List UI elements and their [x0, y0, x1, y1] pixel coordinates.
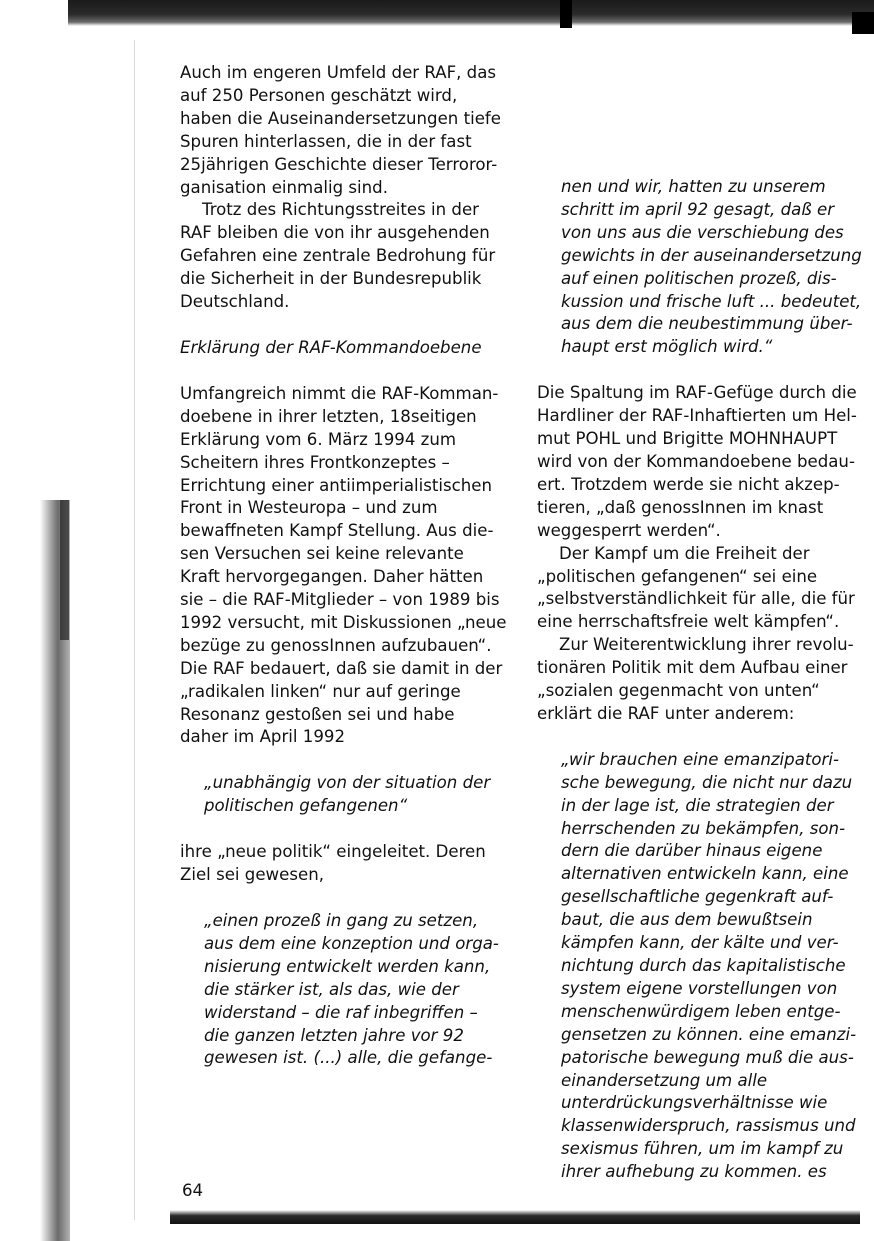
scan-notch: [560, 0, 572, 28]
spacer: [180, 818, 525, 841]
paragraph-neue-politik: [180, 841, 525, 887]
text-line: Spuren hinterlassen, die in der fast: [180, 131, 472, 151]
text-line: Der Kampf um die Freiheit der: [559, 543, 810, 563]
left-column: [180, 62, 525, 1070]
text-line: „selbstverständlichkeit für alle, die für: [537, 589, 855, 609]
text-line: haupt erst möglich wird.“: [561, 337, 773, 357]
paragraph-freiheit: [537, 543, 867, 635]
text-line: politischen gefangenen“: [204, 796, 408, 816]
text-line: tionären Politik mit dem Aufbau einer: [537, 658, 848, 678]
text-line: alternativen entwickeln kann, eine: [561, 864, 849, 884]
text-line: „radikalen linken“ nur auf geringe: [180, 681, 461, 701]
text-line: nen und wir, hatten zu unserem: [561, 177, 826, 196]
section-heading: Erklärung der RAF-Kommandoebene: [180, 337, 482, 357]
spacer: [180, 360, 525, 383]
text-line: klassenwiderspruch, rassismus und: [561, 1116, 856, 1136]
binding-gutter: [134, 40, 135, 1220]
spacer: [180, 887, 525, 910]
text-line: sie – die RAF-Mitglieder – von 1989 bis: [180, 590, 500, 610]
scan-corner: [852, 12, 874, 34]
page-number: 64: [182, 1181, 204, 1200]
text-line: herrschenden zu bekämpfen, son-: [561, 818, 846, 838]
scan-border-bottom: [170, 1210, 860, 1224]
text-line: die Sicherheit in der Bundesrepublik: [180, 269, 482, 289]
text-line: tieren, „daß genossInnen im knast: [537, 497, 824, 517]
text-line: die stärker ist, als das, wie der: [204, 979, 459, 999]
quote-unabhaengig: [180, 772, 525, 818]
text-line: Die RAF bedauert, daß sie damit in der: [180, 658, 503, 678]
text-line: Umfangreich nimmt die RAF-Komman-: [180, 383, 499, 403]
text-line: 1992 versucht, mit Diskussionen „neue: [180, 612, 507, 632]
text-line: ihrer aufhebung zu kommen. es: [561, 1162, 827, 1182]
text-line: Trotz des Richtungsstreites in der: [202, 200, 479, 220]
text-line: widerstand – die raf inbegriffen –: [204, 1002, 478, 1022]
text-line: Ziel sei gewesen,: [180, 865, 324, 885]
text-line: Hardliner der RAF-Inhaftierten um Hel-: [537, 406, 857, 426]
text-line: „unabhängig von der situation der: [204, 773, 491, 793]
text-line: Zur Weiterentwicklung ihrer revolu-: [559, 635, 854, 655]
text-line: eine herrschaftsfreie welt kämpfen“.: [537, 612, 840, 632]
text-line: „sozialen gegenmacht von unten“: [537, 681, 820, 701]
text-line: weggesperrt werden“.: [537, 520, 721, 540]
text-line: unterdrückungsverhältnisse wie: [561, 1093, 828, 1113]
paragraph-weiterentwicklung: [537, 634, 867, 726]
text-line: sche bewegung, die nicht nur dazu: [561, 772, 853, 792]
text-line: ert. Trotzdem werde sie nicht akzep-: [537, 474, 840, 494]
text-line: Erklärung vom 6. März 1994 zum: [180, 429, 457, 449]
text-line: aus dem die neubestimmung über-: [561, 314, 853, 334]
text-line: baut, die aus dem bewußtsein: [561, 910, 813, 930]
text-line: wird von der Kommandoebene bedau-: [537, 451, 855, 471]
text-line: Deutschland.: [180, 292, 290, 312]
text-line: gewesen ist. (...) alle, die gefange-: [204, 1048, 493, 1068]
scan-border-top: [68, 0, 874, 26]
text-line: „wir brauchen eine emanzipatori-: [561, 749, 839, 769]
text-line: Gefahren eine zentrale Bedrohung für: [180, 246, 496, 266]
text-line: erklärt die RAF unter anderem:: [537, 703, 795, 723]
text-line: aus dem eine konzeption und orga-: [204, 933, 499, 953]
text-line: Die Spaltung im RAF-Gefüge durch die: [537, 383, 857, 403]
text-line: einandersetzung um alle: [561, 1070, 768, 1090]
text-line: Kraft hervorgegangen. Daher hätten: [180, 567, 484, 587]
text-line: kussion und frische luft ... bedeutet,: [561, 291, 862, 311]
text-line: auf einen politischen prozeß, dis-: [561, 268, 837, 288]
paragraph-spaltung: [537, 382, 867, 542]
text-line: nichtung durch das kapitalistische: [561, 956, 846, 975]
spacer: [537, 726, 867, 749]
text-line: auf 250 Personen geschätzt wird,: [180, 85, 458, 105]
text-line: in der lage ist, die strategien der: [561, 795, 834, 815]
text-line: Scheitern ihres Frontkonzeptes –: [180, 452, 450, 472]
text-line: die ganzen letzten jahre vor 92: [204, 1025, 464, 1045]
text-line: gesellschaftliche gegenkraft auf-: [561, 887, 834, 907]
spacer: [180, 314, 525, 337]
scan-shadow-left: [60, 500, 69, 640]
quote-continuation: [537, 176, 867, 359]
text-line: ganisation einmalig sind.: [180, 177, 388, 197]
text-line: kämpfen kann, der kälte und ver-: [561, 933, 839, 953]
text-line: sexismus führen, um im kampf zu: [561, 1139, 844, 1159]
right-column: [537, 176, 867, 1184]
text-line: Auch im engeren Umfeld der RAF, das: [180, 63, 497, 82]
text-line: dern die darüber hinaus eigene: [561, 841, 823, 861]
text-line: sen Versuchen sei keine relevante: [180, 544, 464, 564]
text-line: ihre „neue politik“ eingeleitet. Deren: [180, 842, 486, 862]
text-line: mut POHL und Brigitte MOHNHAUPT: [537, 429, 838, 449]
text-line: haben die Auseinandersetzungen tiefe: [180, 108, 501, 128]
quote-emanzipatorisch: [537, 749, 867, 1184]
text-line: von uns aus die verschiebung des: [561, 222, 844, 242]
text-line: „einen prozeß in gang zu setzen,: [204, 911, 479, 930]
text-line: bezüge zu genossInnen aufzubauen“.: [180, 635, 492, 655]
spacer: [537, 359, 867, 382]
text-line: bewaffneten Kampf Stellung. Aus die-: [180, 521, 494, 541]
paragraph-kommandoebene: [180, 383, 525, 750]
text-line: patorische bewegung muß die aus-: [561, 1047, 854, 1067]
paragraph-richtungsstreit: [180, 199, 525, 314]
text-line: nisierung entwickelt werden kann,: [204, 956, 491, 976]
text-line: 25jährigen Geschichte dieser Terroror-: [180, 154, 498, 174]
spacer: [180, 749, 525, 772]
paragraph-intro: [180, 62, 525, 199]
text-line: menschenwürdigem leben entge-: [561, 1001, 841, 1021]
text-line: Resonanz gestoßen sei und habe: [180, 704, 455, 724]
text-line: schritt im april 92 gesagt, daß er: [561, 199, 835, 219]
text-line: Errichtung einer antiimperialistischen: [180, 475, 492, 495]
text-line: gewichts in der auseinandersetzung: [561, 245, 862, 265]
text-line: system eigene vorstellungen von: [561, 978, 838, 998]
text-line: RAF bleiben die von ihr ausgehenden: [180, 223, 490, 243]
quote-prozess: [180, 910, 525, 1070]
text-line: daher im April 1992: [180, 727, 346, 747]
text-line: Front in Westeuropa – und zum: [180, 498, 438, 518]
text-line: gensetzen zu können. eine emanzi-: [561, 1024, 857, 1044]
text-line: „politischen gefangenen“ sei eine: [537, 566, 818, 586]
text-line: doebene in ihrer letzten, 18seitigen: [180, 406, 477, 426]
